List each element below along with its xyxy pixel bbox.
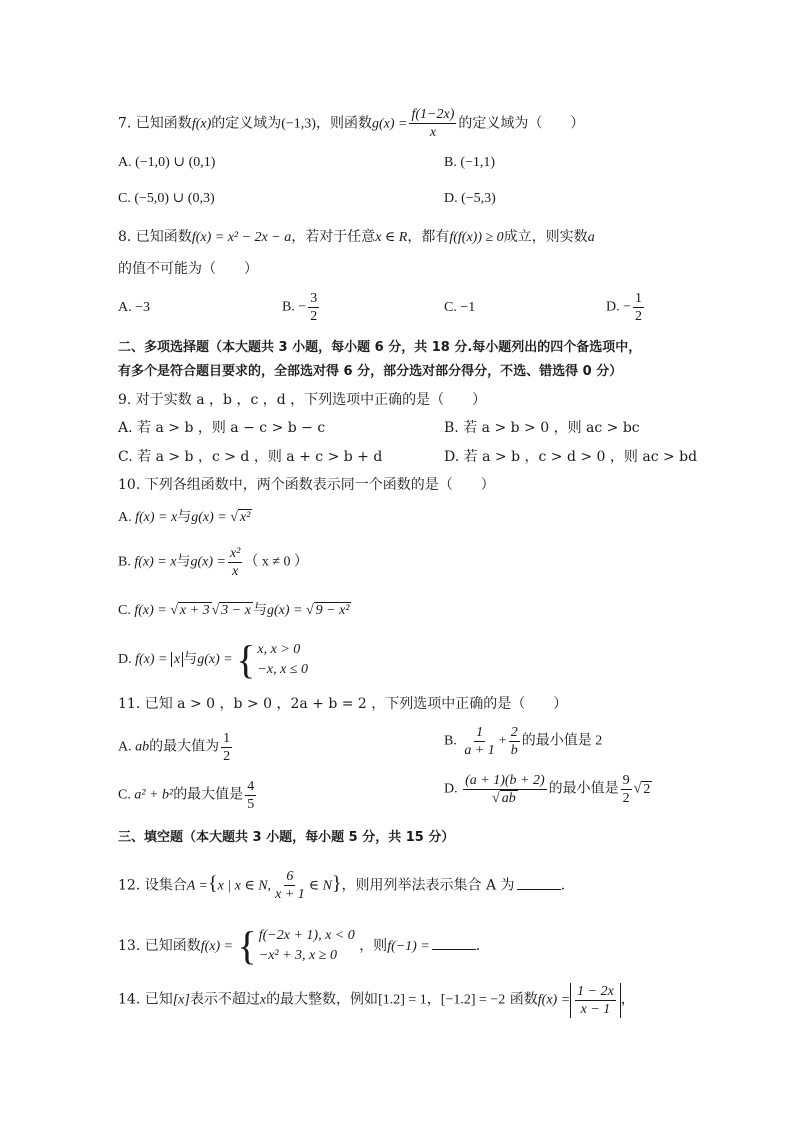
- q8-text: 成立，则实数: [503, 229, 588, 245]
- option-label: B.: [444, 420, 459, 436]
- option-text: (−1,1): [460, 155, 496, 170]
- q10-option-a: A. f(x) = x与g(x) = √ x²: [118, 510, 251, 525]
- frac-num: 4: [247, 779, 255, 794]
- q14-floor-fraction: [570, 983, 621, 1018]
- q7-text: 的定义域为（ ）: [458, 115, 585, 132]
- q14-floor-var: x: [178, 992, 185, 1008]
- q14-sep: ，: [426, 991, 441, 1008]
- question-7-stem: [118, 106, 584, 141]
- q14-example-1: [1.2] = 1: [378, 992, 427, 1008]
- q11b-fraction-1: [462, 724, 496, 759]
- q11b-text: 的最小值是 2: [521, 733, 603, 749]
- q11-option-c: [118, 778, 258, 813]
- q8-inequality: f(f(x)) ≥ 0: [449, 230, 504, 245]
- frac-den: 5: [247, 797, 255, 812]
- q7-g-den: x: [429, 125, 437, 140]
- frac-num: 1: [635, 291, 643, 306]
- option-text: −3: [135, 300, 151, 315]
- option-label: A.: [118, 510, 132, 525]
- q10a-mid: 与: [177, 510, 192, 525]
- q10-option-c: C. f(x) = √ x + 3 √ 3 − x 与g(x) = √ 9 − x²: [118, 603, 350, 618]
- q13-end: .: [475, 938, 481, 954]
- question-12-stem: [118, 868, 565, 903]
- frac-num: 3: [310, 291, 318, 306]
- q10d-cases: [236, 637, 308, 682]
- q11-option-d: D. $\frac{(a + 1)(b + 2)}{√ ab}$ 的最小值是 $\frac{9}{2}$ √ 2: [444, 773, 651, 806]
- option-text: (−1,0) ∪ (0,1): [135, 155, 216, 170]
- q8-d-fraction: [633, 290, 644, 325]
- case-row: x, x > 0: [257, 642, 301, 657]
- q12-fraction: [273, 868, 307, 903]
- q12-text: 12. 设集合: [118, 877, 187, 894]
- option-label: B.: [444, 155, 457, 170]
- q12-text: ，则用列举法表示集合 A 为: [341, 877, 515, 894]
- q10b-fraction: [228, 545, 242, 580]
- q7-option-b: [444, 153, 495, 173]
- q10c-mid: 与: [252, 603, 267, 618]
- frac-den: a + 1: [464, 743, 495, 758]
- q10d-f: f(x) =: [135, 652, 168, 668]
- q8-var: a: [587, 230, 595, 245]
- frac-den: √ ab: [492, 791, 516, 806]
- option-label: B.: [444, 733, 457, 749]
- q11d-radicand: ab: [501, 791, 516, 806]
- option-label: B.: [118, 554, 131, 570]
- q13-text: ，则: [359, 938, 388, 954]
- frac-den: 2: [223, 749, 231, 764]
- q13-text: 13. 已知函数: [118, 938, 201, 954]
- q10c-f: f(x) =: [134, 603, 167, 618]
- q8-option-b: [282, 290, 321, 325]
- q8-text: 的值不可能为（ ）: [118, 261, 258, 277]
- option-text: (−5,0) ∪ (0,3): [134, 191, 215, 206]
- q11b-fraction-2: [509, 724, 520, 759]
- option-label: C.: [118, 449, 133, 465]
- frac-num: 6: [286, 869, 294, 884]
- option-label: D.: [444, 191, 458, 206]
- q10d-g: g(x) =: [197, 652, 233, 668]
- q8-text: ，若对于任意: [291, 229, 376, 245]
- q10d-abs: x: [171, 652, 183, 667]
- case-row: −x, x ≤ 0: [257, 662, 308, 677]
- question-9-stem: 9. 对于实数 a ，b ，c ，d ，下列选项中正确的是（ ）: [118, 392, 487, 408]
- q8-text: 8. 已知函数: [118, 229, 192, 245]
- q14-end: ，: [620, 991, 635, 1008]
- q12-set-lhs: A =: [186, 878, 208, 894]
- option-label: D.: [444, 449, 460, 465]
- frac-den: 2: [310, 309, 318, 324]
- q8-text: ，都有: [407, 229, 450, 245]
- q14-var: x: [259, 992, 267, 1008]
- option-label: A.: [118, 300, 132, 315]
- q11-option-a: [118, 730, 234, 765]
- q9-option-b: [444, 418, 640, 438]
- q7-option-c: [118, 189, 215, 209]
- q12-end: .: [560, 877, 566, 894]
- question-8-stem: [118, 227, 595, 248]
- q11a-fraction: [221, 730, 232, 765]
- option-label: C.: [118, 787, 131, 803]
- q10c-radicand-1: x + 3: [179, 603, 210, 618]
- q7-g-fraction: [409, 106, 456, 141]
- option-label: D.: [118, 652, 132, 668]
- answer-blank[interactable]: [432, 949, 476, 950]
- q14-f-lhs: f(x) =: [537, 992, 571, 1008]
- q13-ask: f(−1) =: [387, 939, 430, 954]
- frac-num: 1: [223, 731, 231, 746]
- q11c-expr: a² + b²: [134, 787, 174, 803]
- q14-floor: [x]: [172, 992, 190, 1008]
- section-3-heading: 三、填空题（本大题共 3 小题，每小题 5 分，共 15 分）: [118, 830, 455, 845]
- q11d-value-radicand: 2: [643, 781, 651, 797]
- option-text: 若 a > b ，c > d > 0 ，则 ac > bd: [463, 449, 698, 465]
- q10b-g: g(x) =: [190, 554, 226, 570]
- q11b-plus: +: [498, 733, 507, 749]
- q10a-f: f(x) = x: [135, 510, 178, 525]
- q11d-value-fraction: [621, 772, 632, 807]
- q10b-note: （ x ≠ 0 ）: [244, 554, 309, 570]
- q7-domain: (−1,3): [281, 116, 316, 132]
- q10-option-b: [118, 545, 308, 580]
- right-brace-icon: }: [331, 872, 342, 895]
- q13-cases: [237, 923, 355, 968]
- q9-option-d: [444, 447, 697, 467]
- q10d-mid: 与: [183, 652, 198, 668]
- q8-f-expr: f(x) = x² − 2x − a: [191, 230, 292, 245]
- q7-g-lhs: g(x) =: [371, 116, 408, 132]
- q14-text: 的最大整数，例如: [266, 991, 379, 1008]
- q7-text: 7. 已知函数: [118, 115, 192, 132]
- q7-option-a: [118, 153, 215, 173]
- q10a-g: g(x) =: [191, 510, 227, 525]
- frac-num: 9: [622, 773, 630, 788]
- q14-fraction: [575, 983, 616, 1018]
- option-text: 若 a > b > 0 ，则 ac > bc: [463, 420, 640, 436]
- q8-option-a: [118, 298, 150, 318]
- section-2-heading: 二、多项选择题（本大题共 3 小题，每小题 6 分，共 18 分.每小题列出的四个备选项中，: [118, 340, 642, 355]
- question-14-stem: [118, 983, 635, 1018]
- case-row: f(−2x + 1), x < 0: [258, 928, 355, 943]
- q8-cond: x ∈ R: [375, 230, 408, 245]
- question-8-stem-cont: [118, 259, 258, 279]
- option-label: D.: [444, 781, 458, 797]
- option-text: −1: [460, 300, 476, 315]
- frac-num: 1: [476, 725, 484, 740]
- option-label: A.: [118, 739, 132, 755]
- q11a-text: 的最大值为: [149, 739, 220, 755]
- option-sign: −: [623, 299, 632, 315]
- option-text: (−5,3): [461, 191, 496, 206]
- option-label: C.: [118, 603, 131, 618]
- q8-option-d: [606, 290, 646, 325]
- frac-num: 2: [510, 725, 518, 740]
- brace-icon: {: [237, 923, 257, 968]
- question-13-stem: [118, 923, 481, 968]
- option-label: A.: [118, 155, 132, 170]
- q11a-expr: ab: [135, 739, 150, 755]
- option-label: C.: [118, 191, 131, 206]
- answer-blank[interactable]: [517, 889, 561, 890]
- q12-set-inner: x | x ∈ N,: [217, 878, 272, 894]
- q11c-fraction: [245, 778, 256, 813]
- frac-num: (a + 1)(b + 2): [465, 773, 545, 788]
- q10c-radicand-3: 9 − x²: [315, 603, 350, 618]
- q14-text: 14. 已知: [118, 991, 173, 1008]
- question-10-stem: 10. 下列各组函数中，两个函数表示同一个函数的是（ ）: [118, 477, 495, 493]
- q10b-mid: 与: [176, 554, 191, 570]
- q8-b-fraction: [308, 290, 319, 325]
- left-brace-icon: {: [207, 872, 218, 895]
- q10-option-d: [118, 637, 308, 682]
- brace-icon: {: [236, 637, 256, 682]
- frac-den: x: [232, 564, 239, 579]
- option-label: A.: [118, 420, 133, 436]
- section-2-heading-cont: 有多个是符合题目要求的，全部选对得 6 分，部分选对部分得分，不选、错选得 0 分）: [118, 364, 623, 379]
- q11c-text: 的最大值是: [173, 787, 244, 803]
- option-label: D.: [606, 299, 620, 315]
- q10b-f: f(x) = x: [134, 554, 177, 570]
- q9-option-c: [118, 447, 382, 467]
- frac-den: 2: [635, 309, 643, 324]
- q7-text: ，则函数: [315, 115, 372, 132]
- option-label: C.: [444, 300, 457, 315]
- frac-den: b: [510, 743, 518, 758]
- frac-den: 2: [622, 791, 630, 806]
- q8-option-c: [444, 298, 475, 318]
- q7-text: 的定义域为: [211, 115, 282, 132]
- q10c-radicand-2: 3 − x: [221, 603, 251, 618]
- q7-g-num: f(1−2x): [411, 107, 455, 122]
- frac-den: x + 1: [275, 887, 305, 902]
- q9-option-a: [118, 418, 325, 438]
- q14-example-2: [−1.2] = −2: [440, 992, 506, 1008]
- option-text: 若 a > b ，则 a − c > b − c: [137, 420, 326, 436]
- q10a-radicand: x²: [239, 510, 251, 525]
- q13-f-lhs: f(x) =: [200, 939, 234, 954]
- frac-num: 1 − 2x: [577, 984, 614, 999]
- option-sign: −: [298, 299, 307, 315]
- q11d-text: 的最小值是: [548, 781, 619, 797]
- option-label: B.: [282, 299, 295, 315]
- q7-f-expr: f(x): [191, 116, 212, 132]
- q11-option-b: [444, 724, 602, 759]
- q7-option-d: [444, 189, 496, 209]
- q14-text: 表示不超过: [189, 991, 260, 1008]
- q12-set-tail: ∈ N: [308, 878, 332, 894]
- option-text: 若 a > b ，c > d ，则 a + c > b + d: [137, 449, 383, 465]
- frac-den: x − 1: [580, 1002, 611, 1017]
- frac-num: x²: [229, 546, 241, 561]
- q11d-fraction: [463, 772, 547, 807]
- q14-text: 函数: [509, 991, 538, 1008]
- question-11-stem: 11. 已知 a > 0 ，b > 0 ，2a + b = 2 ，下列选项中正确的是（ ）: [118, 696, 568, 712]
- case-row: −x² + 3, x ≥ 0: [258, 948, 337, 963]
- q10c-g: g(x) =: [266, 603, 303, 618]
